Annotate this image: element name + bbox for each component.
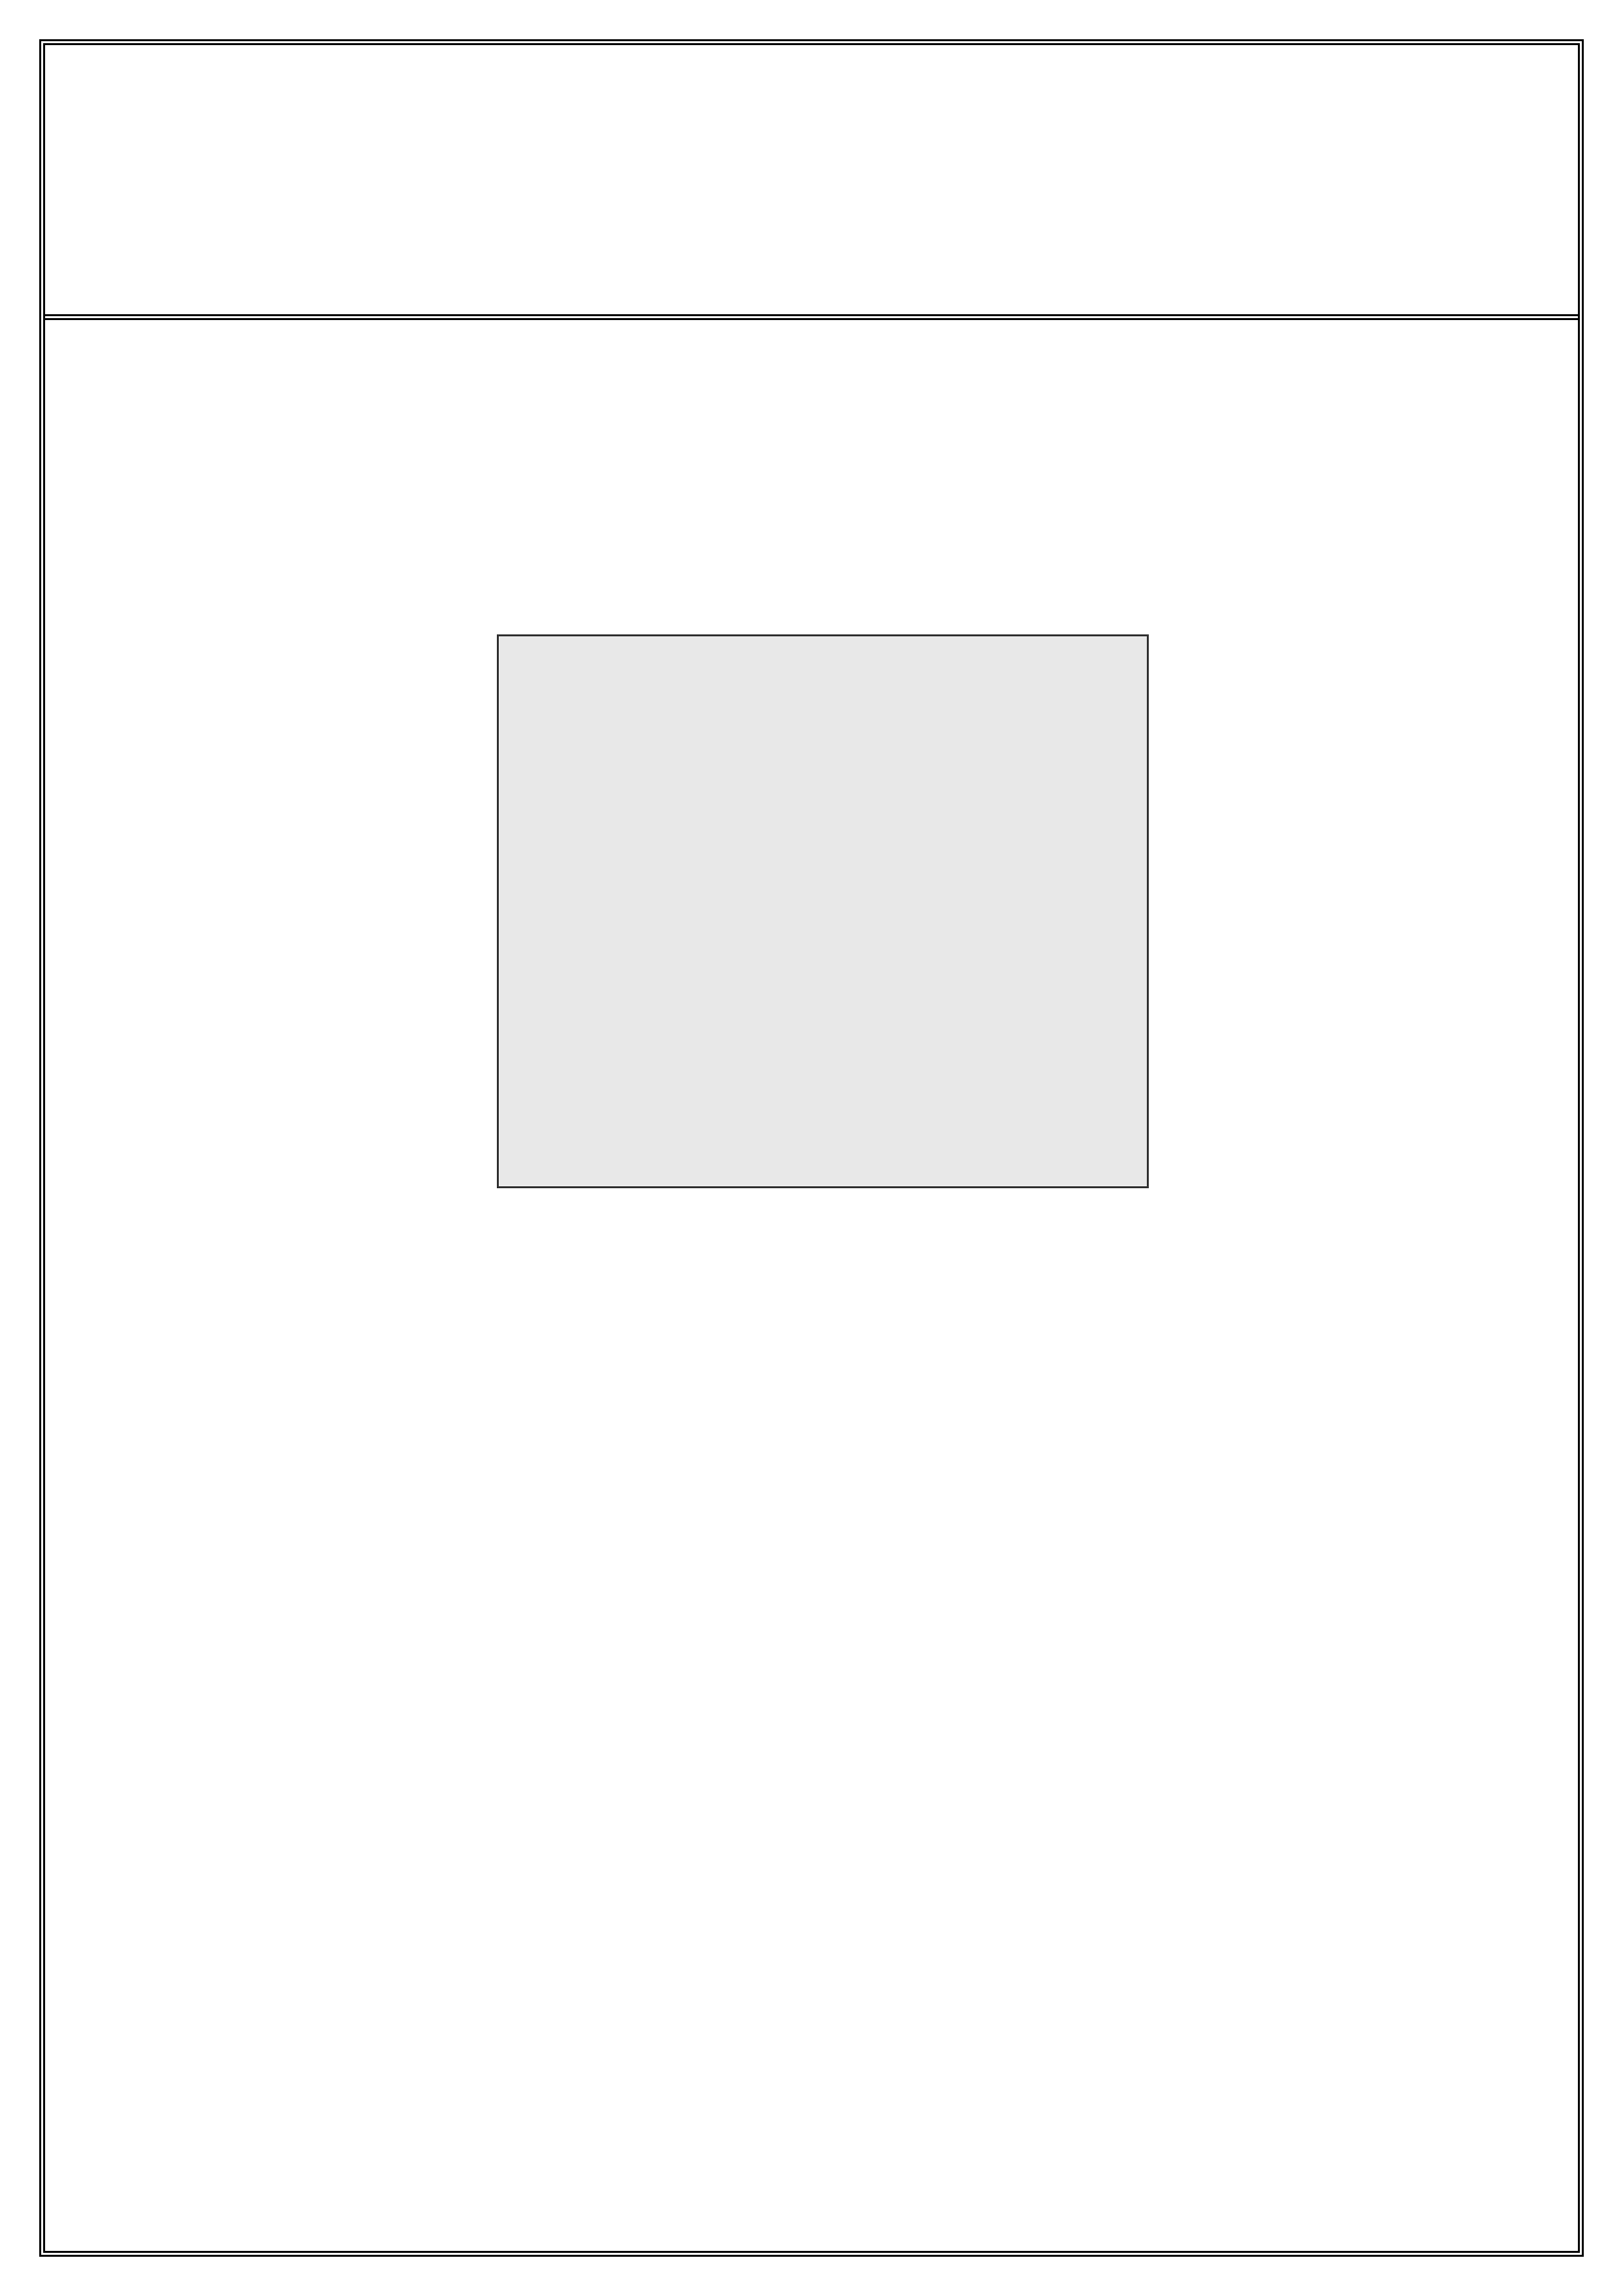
article-headline — [84, 438, 1539, 532]
article-body — [84, 359, 1539, 2212]
archive-header — [45, 45, 1578, 320]
article-byline — [84, 552, 1529, 585]
clipping-page — [39, 39, 1584, 2257]
article-columns — [84, 634, 1539, 2212]
article-kicker — [84, 369, 1539, 428]
